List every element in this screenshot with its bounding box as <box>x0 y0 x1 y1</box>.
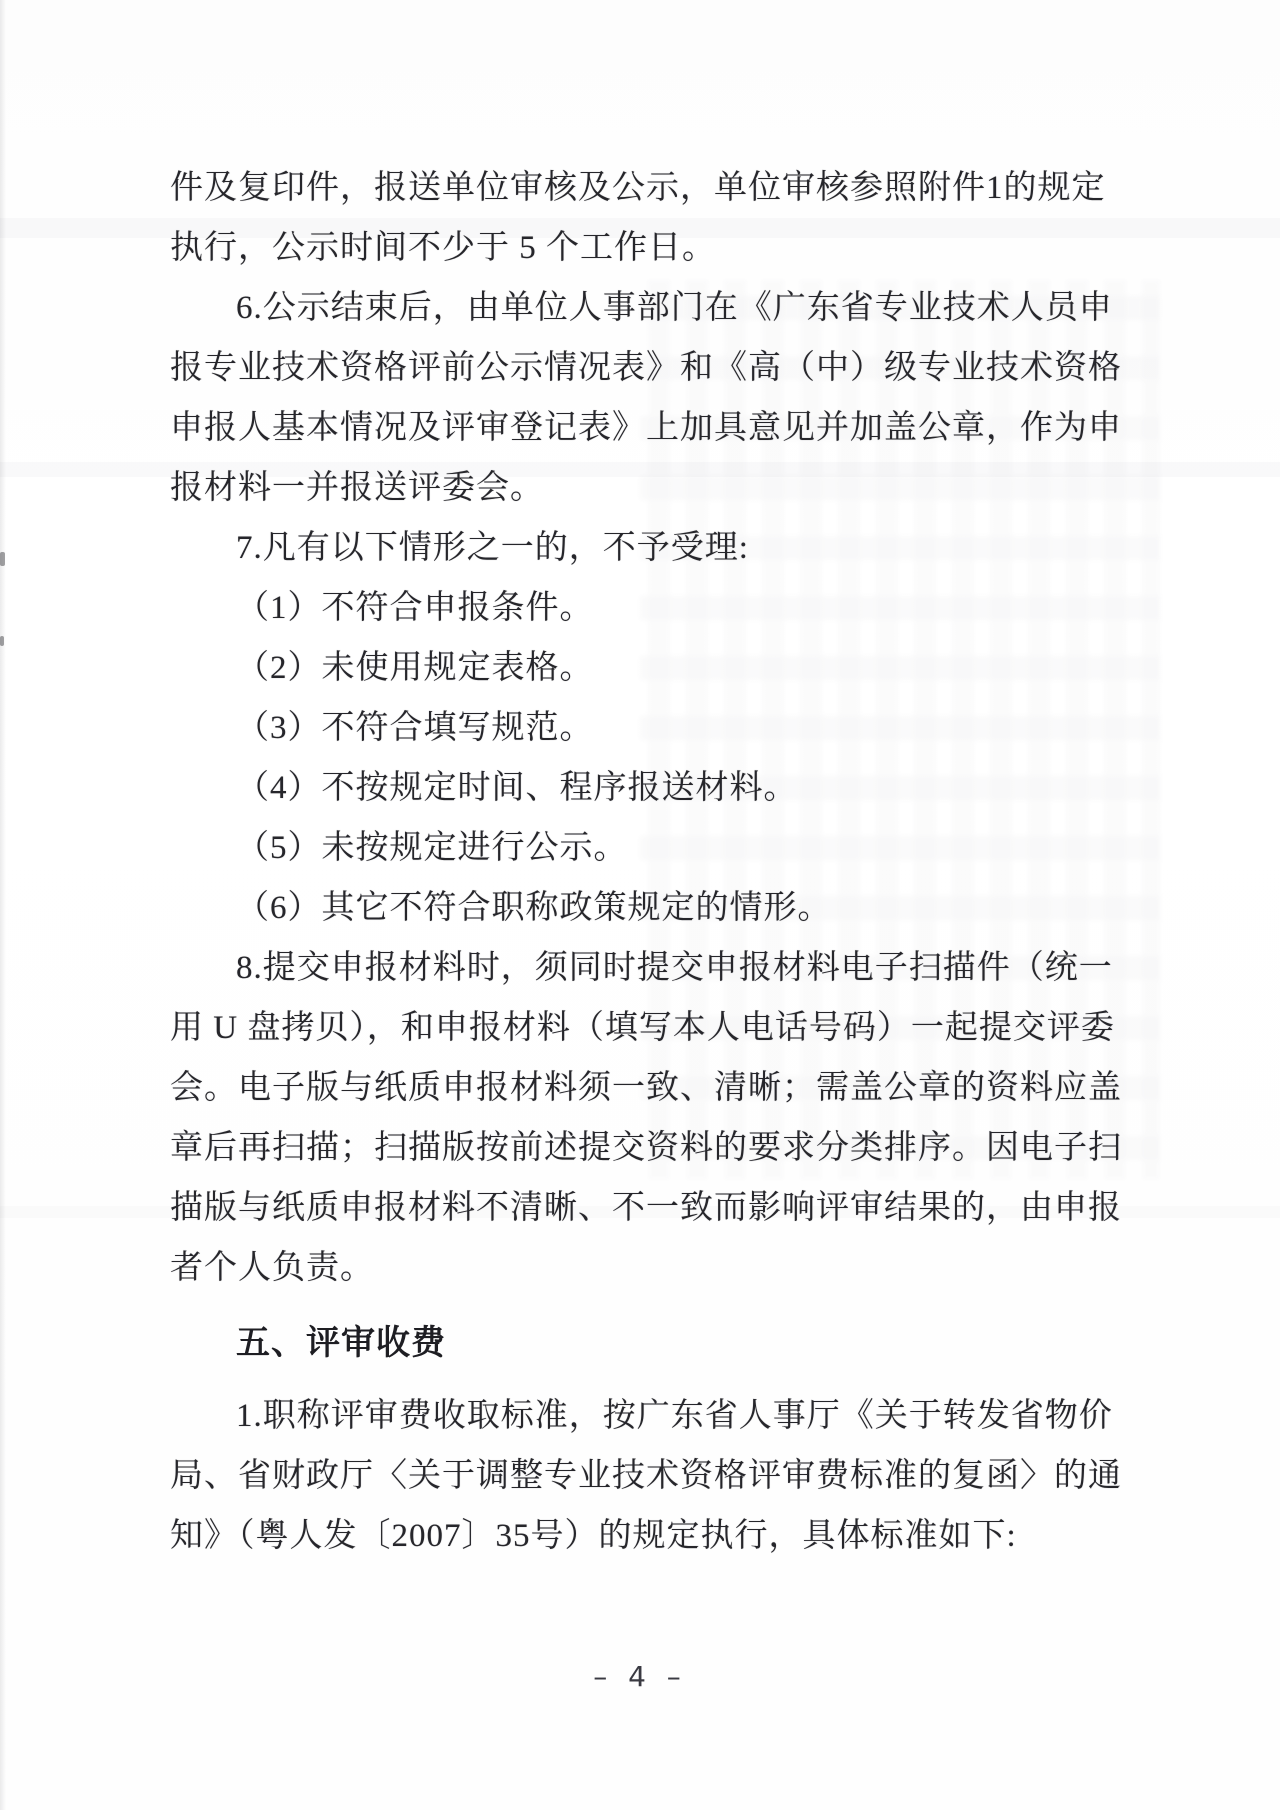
text-line: 用 U 盘拷贝），和申报材料（填写本人电话号码）一起提交评委 <box>170 1010 1115 1046</box>
text-line: 执行，公示时间不少于 5 个工作日。 <box>170 230 716 266</box>
scan-edge-shadow <box>0 0 6 1810</box>
document-body-text <box>170 158 1120 1566</box>
text-line: 者个人负责。 <box>170 1250 374 1286</box>
list-item-5: （5）未按规定进行公示。 <box>236 830 628 866</box>
page-number-footer: – 4 – <box>593 1660 687 1693</box>
section-heading-review-fees: 五、评审收费 <box>236 1324 446 1362</box>
scan-speck <box>0 636 4 646</box>
list-item-4: （4）不按规定时间、程序报送材料。 <box>236 770 798 806</box>
text-line: 件及复印件，报送单位审核及公示，单位审核参照附件1的规定 <box>170 170 1106 206</box>
text-line: 会。电子版与纸质申报材料须一致、清晰；需盖公章的资料应盖 <box>170 1070 1122 1106</box>
text-line: 报专业技术资格评前公示情况表》和《高（中）级专业技术资格 <box>170 350 1122 386</box>
text-line-paragraph-7-start: 7.凡有以下情形之一的，不予受理: <box>236 530 749 566</box>
text-line-paragraph-6-start: 6.公示结束后，由单位人事部门在《广东省专业技术人员申 <box>236 290 1113 326</box>
text-line: 描版与纸质申报材料不清晰、不一致而影响评审结果的，由申报 <box>170 1190 1122 1226</box>
text-line: 局、省财政厅〈关于调整专业技术资格评审费标准的复函〉的通 <box>170 1458 1122 1494</box>
list-item-6: （6）其它不符合职称政策规定的情形。 <box>236 890 832 926</box>
list-item-1: （1）不符合申报条件。 <box>236 590 594 626</box>
text-line-paragraph-1-start: 1.职称评审费收取标准，按广东省人事厅《关于转发省物价 <box>236 1398 1113 1434</box>
scan-speck <box>0 552 5 566</box>
text-line: 申报人基本情况及评审登记表》上加具意见并加盖公章，作为申 <box>170 410 1122 446</box>
list-item-2: （2）未使用规定表格。 <box>236 650 594 686</box>
list-item-3: （3）不符合填写规范。 <box>236 710 594 746</box>
text-line: 知》（粤人发〔2007〕35号）的规定执行，具体标准如下: <box>170 1518 1017 1554</box>
text-line: 报材料一并报送评委会。 <box>170 470 544 506</box>
text-line: 章后再扫描；扫描版按前述提交资料的要求分类排序。因电子扫 <box>170 1130 1122 1166</box>
text-line-paragraph-8-start: 8.提交申报材料时，须同时提交申报材料电子扫描件（统一 <box>236 950 1113 986</box>
